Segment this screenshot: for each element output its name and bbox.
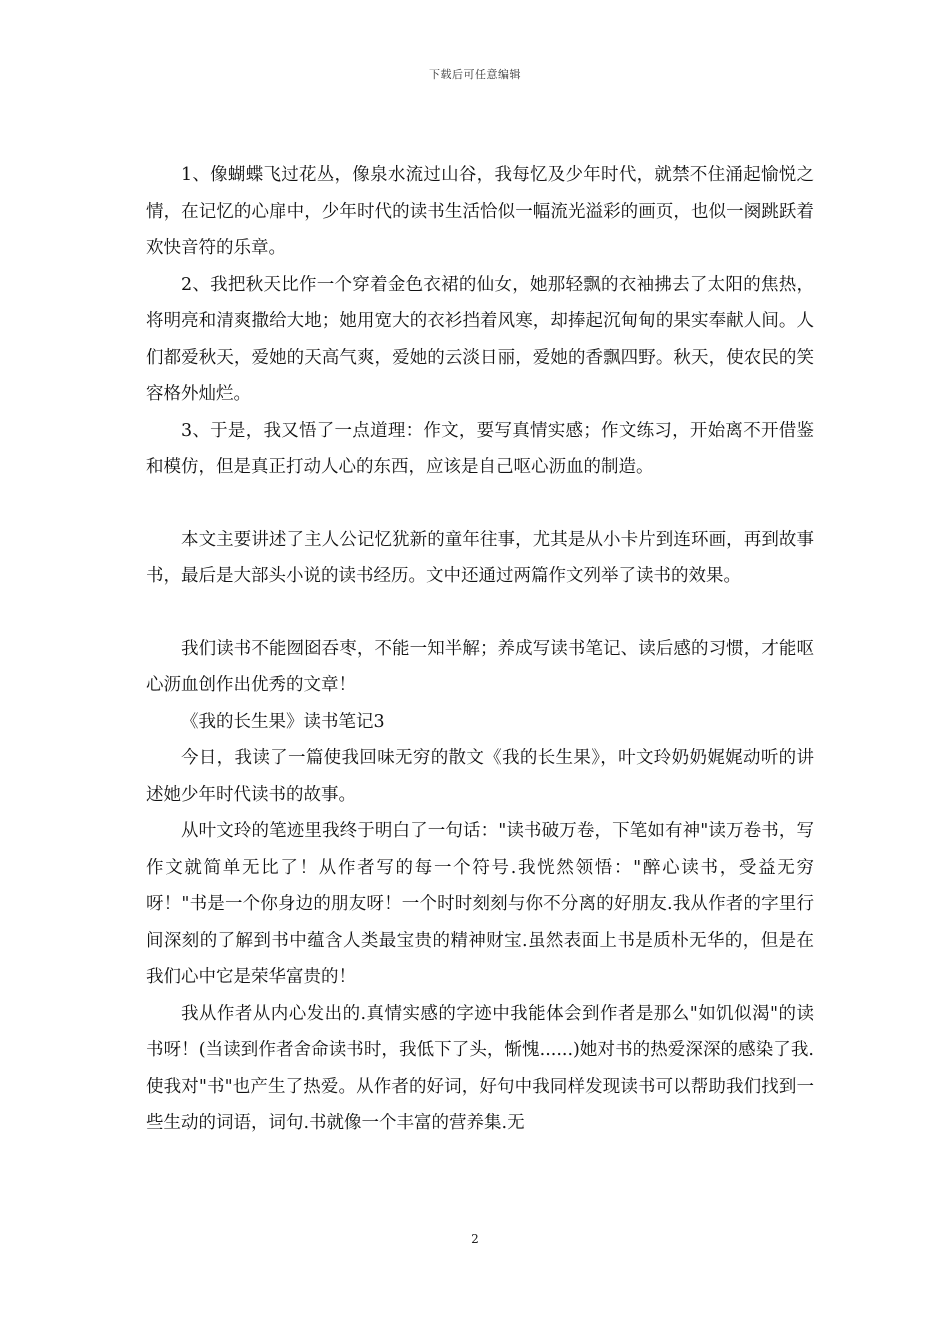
paragraph-7: 今日，我读了一篇使我回味无穷的散文《我的长生果》，叶文玲奶奶娓娓动听的讲述她少年时代读书的故事。 <box>146 748 814 805</box>
paragraph-8: 从叶文玲的笔迹里我终于明白了一句话："读书破万卷，下笔如有神"读万卷书，写作文就简单无比了！从作者写的每一个符号.我恍然领悟："醉心读书，受益无穷呀！"书是一个你身边的朋友呀！一个时时刻刻与你不分离的好朋友.我从作者的字里行间深刻的了解到书中蕴含人类最宝贵的精神财宝.虽然表面上书是质朴无华的，但是在我们心中它是荣华富贵的！ <box>146 821 814 987</box>
section-title: 《我的长生果》读书笔记3 <box>181 711 385 732</box>
paragraph-9: 我从作者从内心发出的.真情实感的字迹中我能体会到作者是那么"如饥似渴"的读书呀！(当读到作者舍命读书时，我低下了头，惭愧......)她对书的热爱深深的感染了我.使我对"书"也产生了热爱。从作者的好词，好句中我同样发现读书可以帮助我们找到一些生动的词语，词句.书就像一个丰富的营养集.无 <box>146 1003 814 1133</box>
paragraph-1: 1、像蝴蝶飞过花丛，像泉水流过山谷，我每忆及少年时代，就禁不住涌起愉悦之情，在记忆的心扉中，少年时代的读书生活恰似一幅流光溢彩的画页，也似一阕跳跃着欢快音符的乐章。 <box>146 165 814 258</box>
page-number: 2 <box>471 1232 479 1246</box>
blank-line <box>146 595 814 631</box>
page-header: 下载后可任意编辑 <box>429 68 521 81</box>
conclusion-paragraph: 我们读书不能囫囵吞枣，不能一知半解；养成写读书笔记、读后感的习惯，才能呕心沥血创作出优秀的文章！ <box>146 638 814 695</box>
paragraph-3: 3、于是，我又悟了一点道理：作文，要写真情实感；作文练习，开始离不开借鉴和模仿，但是真正打动人心的东西，应该是自己呕心沥血的制造。 <box>146 420 814 477</box>
document-body <box>146 157 814 1142</box>
blank-line <box>146 486 814 522</box>
paragraph-2: 2、我把秋天比作一个穿着金色衣裙的仙女，她那轻飘的衣袖拂去了太阳的焦热，将明亮和清爽撒给大地；她用宽大的衣衫挡着风寒，却捧起沉甸甸的果实奉献人间。人们都爱秋天，爱她的天高气爽，爱她的云淡日丽，爱她的香飘四野。秋天，使农民的笑容格外灿烂。 <box>146 274 814 404</box>
summary-paragraph: 本文主要讲述了主人公记忆犹新的童年往事，尤其是从小卡片到连环画，再到故事书，最后是大部头小说的读书经历。文中还通过两篇作文列举了读书的效果。 <box>146 529 814 586</box>
